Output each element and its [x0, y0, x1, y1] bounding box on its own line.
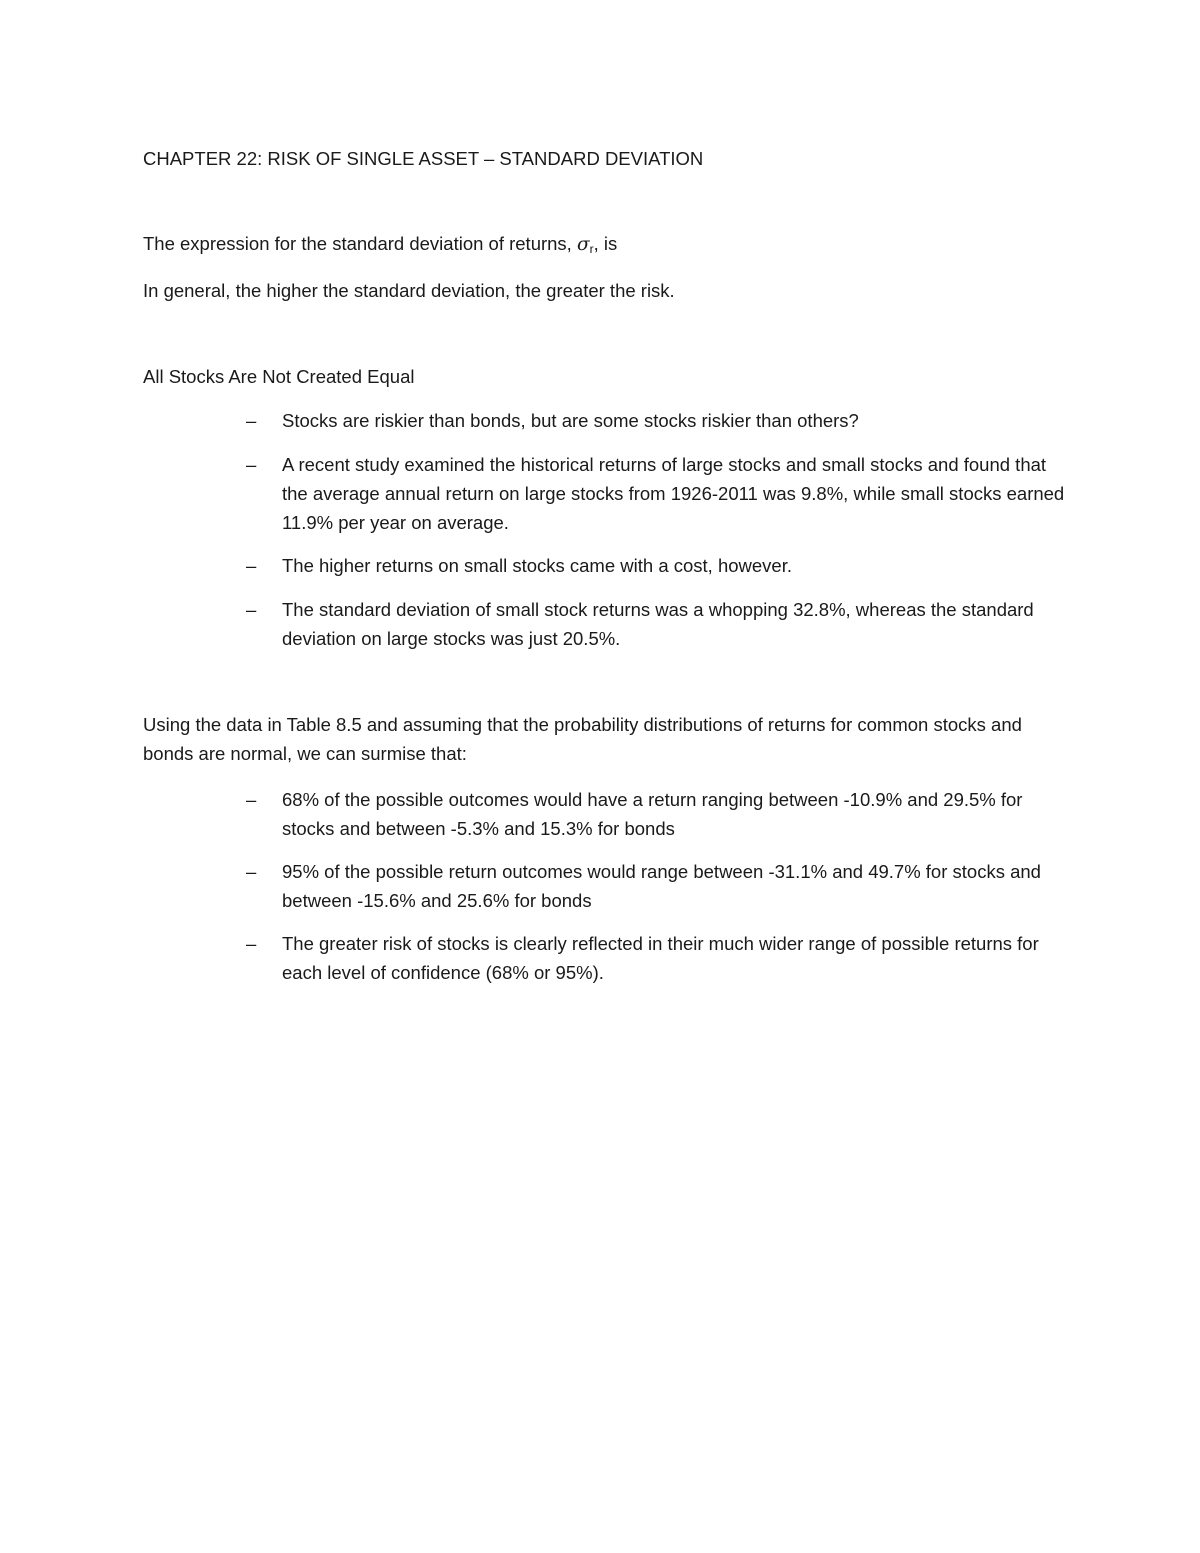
- sigma-symbol: σ: [576, 234, 590, 255]
- dash-bullet-icon: –: [246, 555, 257, 576]
- list-item-text: 68% of the possible outcomes would have a return ranging between -10.9% and 29.5% for stocks and between -5.3% and 15.3% for bonds: [282, 789, 1023, 839]
- list-item: [246, 406, 1066, 435]
- list-item-text: Stocks are riskier than bonds, but are some stocks riskier than others?: [282, 410, 859, 431]
- sigma-subscript: r: [589, 242, 594, 256]
- analysis-paragraph: Using the data in Table 8.5 and assuming that the probability distributions of returns for common stocks and bonds are normal, we can surmise that:: [143, 714, 1022, 764]
- list-item: [246, 595, 1066, 653]
- list-item: [246, 785, 1066, 843]
- general-paragraph: In general, the higher the standard deviation, the greater the risk.: [143, 280, 675, 301]
- list-item: [246, 857, 1066, 915]
- list-item-text: 95% of the possible return outcomes would range between -31.1% and 49.7% for stocks and between -15.6% and 25.6% for bonds: [282, 861, 1041, 911]
- list-item: [246, 450, 1066, 537]
- expression-paragraph: [143, 229, 617, 264]
- list-item: [246, 551, 1066, 580]
- expression-end: , is: [593, 233, 618, 254]
- list-item-text: A recent study examined the historical returns of large stocks and small stocks and found that the average annual return on large stocks from 1926-2011 was 9.8%, while small stocks earned 11.9% per year on average.: [282, 454, 1065, 533]
- list-item-text: The standard deviation of small stock returns was a whopping 32.8%, whereas the standard deviation on large stocks was just 20.5%.: [282, 599, 1034, 649]
- dash-bullet-icon: –: [246, 789, 257, 810]
- section-heading: All Stocks Are Not Created Equal: [143, 366, 415, 387]
- list-item: [246, 929, 1066, 987]
- dash-bullet-icon: –: [246, 861, 257, 882]
- list-item-text: The higher returns on small stocks came with a cost, however.: [282, 555, 792, 576]
- page-title: CHAPTER 22: RISK OF SINGLE ASSET – STANDARD DEVIATION: [143, 148, 704, 169]
- expression-text: The expression for the standard deviation of returns,: [143, 233, 577, 254]
- dash-bullet-icon: –: [246, 410, 257, 431]
- dash-bullet-icon: –: [246, 599, 257, 620]
- dash-bullet-icon: –: [246, 933, 257, 954]
- dash-bullet-icon: –: [246, 454, 257, 475]
- list-item-text: The greater risk of stocks is clearly reflected in their much wider range of possible returns for each level of confidence (68% or 95%).: [282, 933, 1039, 983]
